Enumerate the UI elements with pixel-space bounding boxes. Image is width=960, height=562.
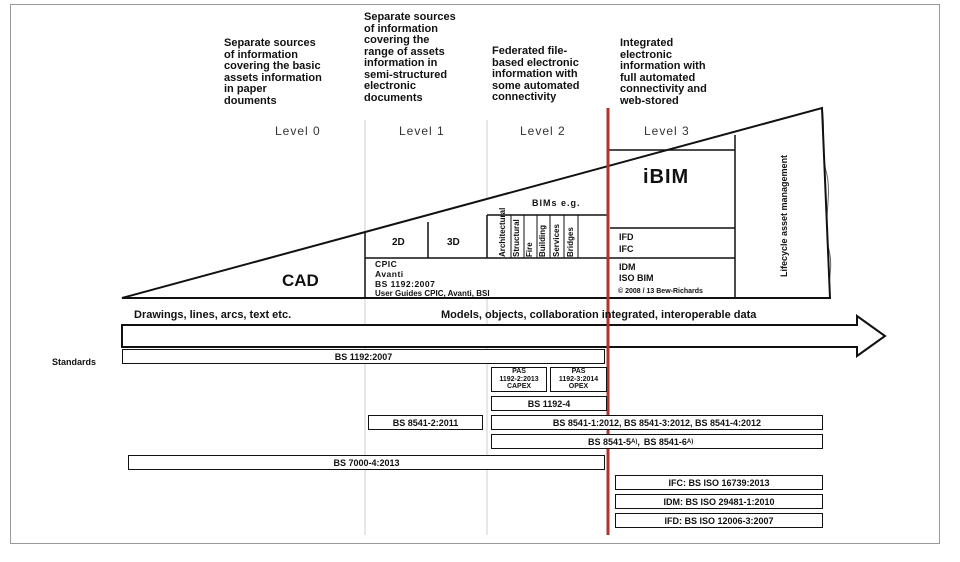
user-guides-label: User Guides CPIC, Avanti, BSI (375, 289, 490, 298)
pas1192-2-line3: CAPEX (506, 383, 532, 391)
discipline-building: Building (538, 225, 547, 257)
bar-pas1192-2 (491, 367, 547, 392)
level0-label: Level 0 (275, 124, 321, 138)
bar-bs1192-2007 (122, 349, 605, 364)
pas1192-3-line3: OPEX (568, 383, 589, 391)
wedge-triangle (122, 108, 830, 298)
bs8541-5-note: A) (631, 438, 638, 445)
bar-pas1192-3 (550, 367, 607, 392)
discipline-fire: Fire (525, 242, 534, 257)
pas1192-3-line1: PAS (571, 368, 586, 376)
idm-label: IDM (619, 262, 636, 272)
bar-bs8541-multi (491, 415, 823, 430)
level0-description: Separate sources of information covering the basic assets information in paper douments (224, 37, 322, 107)
iso-bim-label: ISO BIM (619, 273, 654, 283)
cad-label: CAD (282, 271, 319, 290)
bs1192-wedge-label: BS 1192:2007 (375, 279, 436, 289)
level2-description: Federated file- based electronic information with some automated connectivity (492, 45, 580, 103)
arrow-right-text: Models, objects, collaboration integrated, interoperable data (441, 309, 757, 321)
arrow-left-text: Drawings, lines, arcs, text etc. (134, 309, 292, 321)
bar-bs8541-5-6 (491, 434, 823, 449)
bar-bs7000-4 (128, 455, 605, 470)
bar-ifc-iso (615, 475, 823, 490)
bar-ifd-iso (615, 513, 823, 528)
bs8541-5-text: BS 8541-5 (588, 436, 632, 447)
ifc-label: IFC (619, 244, 634, 254)
level3-label: Level 3 (644, 124, 690, 138)
bar-bs8541-2 (368, 415, 483, 430)
discipline-bridges: Bridges (566, 227, 575, 257)
discipline-structural: Structural (512, 219, 521, 257)
bs8541-6-note: A) (686, 438, 694, 445)
pas1192-2-line1: PAS (512, 368, 526, 376)
bs8541-6-text: BS 8541-6 (643, 436, 687, 447)
bar-bs1192-2007-text: BS 1192:2007 (334, 351, 393, 362)
bs8541-sep: , (637, 436, 640, 447)
level2-label: Level 2 (520, 124, 566, 138)
cpic-label: CPIC (375, 259, 398, 269)
2d-label: 2D (392, 237, 405, 248)
3d-label: 3D (447, 237, 460, 248)
discipline-architectural: Architectural (498, 207, 507, 257)
avanti-label: Avanti (375, 269, 404, 279)
bar-bs1192-4-text: BS 1192-4 (527, 398, 571, 409)
pas1192-2-line2: 1192-2:2013 (499, 375, 539, 383)
standards-label: Standards (52, 357, 97, 367)
copyright-text: © 2008 / 13 Bew-Richards (618, 288, 703, 295)
lifecycle-label: Lifecycle asset management (779, 154, 789, 277)
pas1192-3-line2: 1192-3:2014 (558, 375, 599, 383)
bar-bs8541-multi-text: BS 8541-1:2012, BS 8541-3:2012, BS 8541-4:2012 (552, 417, 762, 428)
ibim-label: iBIM (643, 166, 690, 188)
bar-ifd-iso-text: IFD: BS ISO 12006-3:2007 (664, 515, 774, 526)
bims-label: BIMs e.g. (532, 198, 581, 208)
discipline-services: Services (552, 224, 561, 257)
ifd-label: IFD (619, 232, 634, 242)
bar-bs1192-4 (491, 396, 607, 411)
bar-ifc-iso-text: IFC: BS ISO 16739:2013 (668, 477, 770, 488)
bar-bs7000-4-text: BS 7000-4:2013 (333, 457, 400, 468)
bar-idm-iso-text: IDM: BS ISO 29481-1:2010 (663, 496, 775, 507)
level3-description: Integrated electronic information with full automated connectivity and web-stored (620, 37, 707, 107)
level1-description: Separate sources of information covering the range of assets information in semi-structured electronic documents (364, 11, 456, 104)
level1-label: Level 1 (399, 124, 445, 138)
bar-bs8541-2-text: BS 8541-2:2011 (392, 417, 459, 428)
bar-idm-iso (615, 494, 823, 509)
